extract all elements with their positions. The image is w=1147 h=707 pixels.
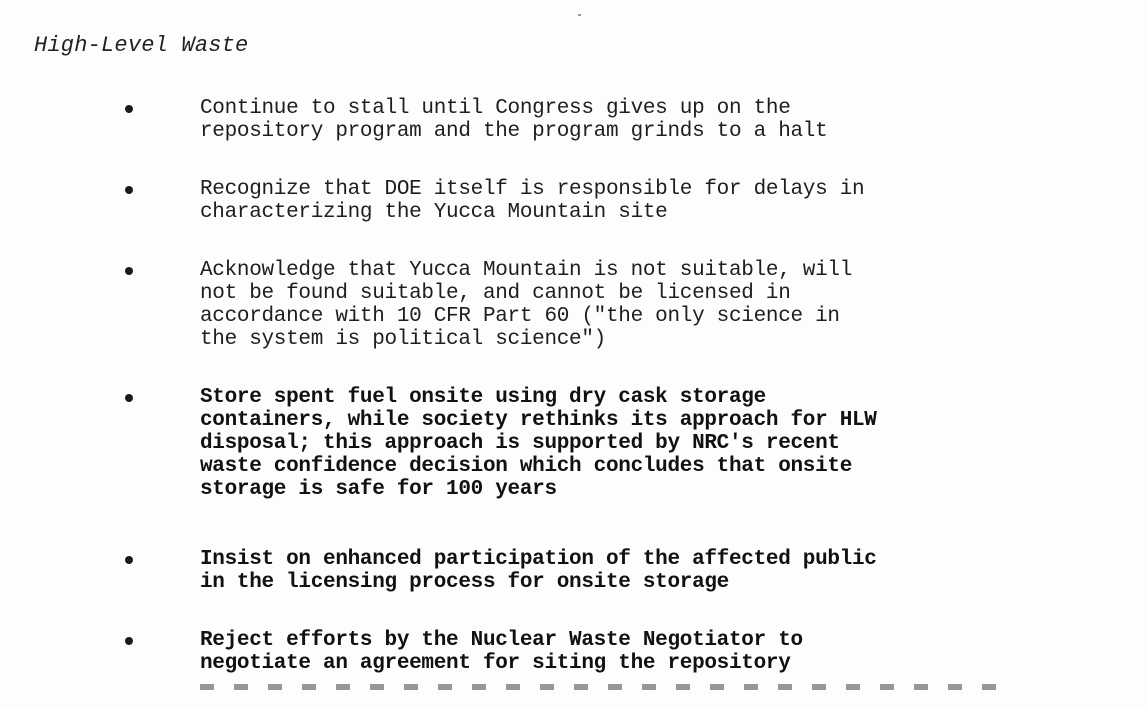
list-item-line: the system is political science") (200, 328, 606, 351)
list-item-line: in the licensing process for onsite storage (200, 571, 729, 594)
list-item-line: repository program and the program grinds to a halt (200, 120, 828, 143)
list-item-text (200, 97, 1140, 143)
list-item-text (200, 178, 1140, 224)
list-item-text (200, 629, 1140, 675)
list-item-line: Store spent fuel onsite using dry cask storage (200, 386, 766, 409)
list-item-line: negotiate an agreement for siting the repository (200, 652, 791, 675)
list-item-line: storage is safe for 100 years (200, 478, 557, 501)
bullet-icon (125, 556, 133, 564)
list-item-line: Recognize that DOE itself is responsible for delays in (200, 178, 865, 201)
list-item-text (200, 259, 1140, 351)
list-item-line: waste confidence decision which concludes that onsite (200, 455, 853, 478)
list-item-text (200, 548, 1140, 594)
bullet-icon (125, 394, 133, 402)
list-item-line: Insist on enhanced participation of the affected public (200, 548, 877, 571)
list-item-line: Continue to stall until Congress gives up on the (200, 97, 791, 120)
list-item-line: Reject efforts by the Nuclear Waste Negotiator to (200, 629, 803, 652)
bullet-icon (125, 637, 133, 645)
list-item-text (200, 386, 1140, 501)
bullet-icon (125, 186, 133, 194)
list-item-line: disposal; this approach is supported by NRC's recent (200, 432, 840, 455)
cut-off-text-fragment (200, 684, 1000, 690)
section-heading: High-Level Waste (34, 33, 249, 58)
bullet-icon (125, 105, 133, 113)
list-item-line: containers, while society rethinks its approach for HLW (200, 409, 877, 432)
list-item-line: characterizing the Yucca Mountain site (200, 201, 668, 224)
bullet-icon (125, 267, 133, 275)
list-item-line: Acknowledge that Yucca Mountain is not suitable, will (200, 259, 853, 282)
list-item-line: accordance with 10 CFR Part 60 ("the only science in (200, 305, 840, 328)
list-item-line: not be found suitable, and cannot be licensed in (200, 282, 791, 305)
